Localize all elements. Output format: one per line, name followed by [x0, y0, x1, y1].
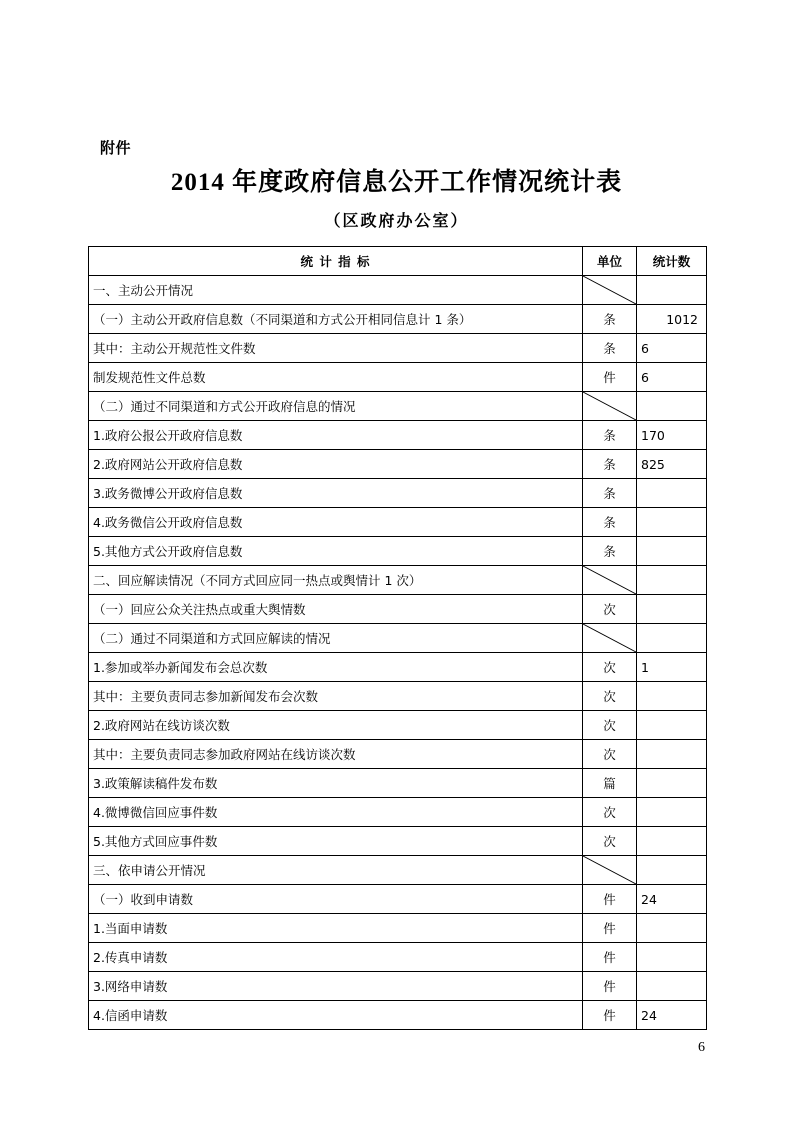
row-count-value: 6 [637, 334, 707, 363]
row-count-value [637, 943, 707, 972]
row-indicator-label: 1.政府公报公开政府信息数 [89, 421, 583, 450]
table-row [89, 1001, 707, 1030]
row-indicator-label: 1.参加或举办新闻发布会总次数 [89, 653, 583, 682]
page-number: 6 [698, 1040, 705, 1055]
row-count-value [637, 798, 707, 827]
row-indicator-label: 3.网络申请数 [89, 972, 583, 1001]
row-count-value [637, 769, 707, 798]
row-unit-value: 次 [583, 798, 637, 827]
row-indicator-label: 其中：主要负责同志参加新闻发布会次数 [89, 682, 583, 711]
row-count-value [637, 624, 707, 653]
table-row [89, 450, 707, 479]
row-indicator-label: （二）通过不同渠道和方式公开政府信息的情况 [89, 392, 583, 421]
row-indicator-label: 3.政策解读稿件发布数 [89, 769, 583, 798]
row-count-value: 1012 [637, 305, 707, 334]
table-row [89, 392, 707, 421]
column-header-count: 统计数 [637, 247, 707, 276]
row-indicator-label: 其中：主要负责同志参加政府网站在线访谈次数 [89, 740, 583, 769]
table-row [89, 740, 707, 769]
table-row [89, 972, 707, 1001]
row-count-value [637, 740, 707, 769]
row-count-value: 6 [637, 363, 707, 392]
row-unit-value: 条 [583, 334, 637, 363]
row-indicator-label: 制发规范性文件总数 [89, 363, 583, 392]
row-indicator-label: 2.传真申请数 [89, 943, 583, 972]
table-row [89, 682, 707, 711]
row-unit-value: 条 [583, 305, 637, 334]
row-indicator-label: 5.其他方式公开政府信息数 [89, 537, 583, 566]
row-count-value [637, 914, 707, 943]
row-count-value [637, 566, 707, 595]
row-count-value [637, 479, 707, 508]
row-unit-value: 次 [583, 827, 637, 856]
row-count-value: 24 [637, 885, 707, 914]
row-indicator-label: 5.其他方式回应事件数 [89, 827, 583, 856]
row-unit-slash [583, 392, 637, 421]
row-count-value [637, 508, 707, 537]
row-indicator-label: 4.微博微信回应事件数 [89, 798, 583, 827]
table-row [89, 711, 707, 740]
table-row [89, 276, 707, 305]
table-row [89, 566, 707, 595]
row-indicator-label: 3.政务微博公开政府信息数 [89, 479, 583, 508]
table-row [89, 914, 707, 943]
row-unit-value: 次 [583, 740, 637, 769]
row-count-value [637, 711, 707, 740]
row-indicator-label: 二、回应解读情况（不同方式回应同一热点或舆情计 1 次） [89, 566, 583, 595]
table-row [89, 537, 707, 566]
row-unit-value: 条 [583, 421, 637, 450]
row-count-value: 170 [637, 421, 707, 450]
row-unit-value: 次 [583, 595, 637, 624]
row-count-value [637, 392, 707, 421]
row-indicator-label: （一）回应公众关注热点或重大舆情数 [89, 595, 583, 624]
row-indicator-label: 一、主动公开情况 [89, 276, 583, 305]
row-count-value [637, 682, 707, 711]
row-unit-value: 件 [583, 972, 637, 1001]
row-unit-slash [583, 856, 637, 885]
table-row [89, 334, 707, 363]
row-count-value [637, 827, 707, 856]
row-count-value [637, 972, 707, 1001]
row-unit-value: 件 [583, 885, 637, 914]
row-count-value [637, 595, 707, 624]
row-unit-value: 条 [583, 537, 637, 566]
column-header-unit: 单位 [583, 247, 637, 276]
row-unit-value: 篇 [583, 769, 637, 798]
row-indicator-label: 2.政府网站在线访谈次数 [89, 711, 583, 740]
table-row [89, 363, 707, 392]
table-row [89, 421, 707, 450]
row-indicator-label: 三、依申请公开情况 [89, 856, 583, 885]
page-title: 2014 年度政府信息公开工作情况统计表 [170, 169, 623, 196]
row-unit-value: 次 [583, 682, 637, 711]
row-indicator-label: 1.当面申请数 [89, 914, 583, 943]
column-header-indicator: 统 计 指 标 [89, 247, 583, 276]
statistics-table-container [88, 246, 706, 1030]
row-count-value: 1 [637, 653, 707, 682]
statistics-table [88, 246, 707, 1030]
table-row [89, 827, 707, 856]
row-unit-value: 条 [583, 508, 637, 537]
table-row [89, 624, 707, 653]
row-indicator-label: 2.政府网站公开政府信息数 [89, 450, 583, 479]
row-indicator-label: （一）主动公开政府信息数（不同渠道和方式公开相同信息计 1 条） [89, 305, 583, 334]
row-unit-value: 次 [583, 711, 637, 740]
row-unit-value: 件 [583, 363, 637, 392]
table-row [89, 943, 707, 972]
row-indicator-label: （一）收到申请数 [89, 885, 583, 914]
row-count-value: 24 [637, 1001, 707, 1030]
row-count-value [637, 276, 707, 305]
row-unit-value: 次 [583, 653, 637, 682]
row-unit-slash [583, 276, 637, 305]
row-indicator-label: 其中：主动公开规范性文件数 [89, 334, 583, 363]
row-unit-value: 条 [583, 450, 637, 479]
table-row [89, 595, 707, 624]
row-count-value [637, 856, 707, 885]
row-unit-value: 件 [583, 943, 637, 972]
page-subtitle: （区政府办公室） [324, 211, 469, 230]
table-row [89, 653, 707, 682]
table-row [89, 798, 707, 827]
table-header-row [89, 247, 707, 276]
row-count-value: 825 [637, 450, 707, 479]
row-unit-value: 件 [583, 914, 637, 943]
table-row [89, 885, 707, 914]
row-unit-value: 条 [583, 479, 637, 508]
row-count-value [637, 537, 707, 566]
table-row [89, 856, 707, 885]
table-row [89, 508, 707, 537]
row-indicator-label: （二）通过不同渠道和方式回应解读的情况 [89, 624, 583, 653]
row-unit-slash [583, 624, 637, 653]
table-row [89, 769, 707, 798]
table-row [89, 479, 707, 508]
row-unit-slash [583, 566, 637, 595]
row-indicator-label: 4.信函申请数 [89, 1001, 583, 1030]
row-indicator-label: 4.政务微信公开政府信息数 [89, 508, 583, 537]
row-unit-value: 件 [583, 1001, 637, 1030]
attachment-label: 附件 [100, 139, 132, 157]
table-row [89, 305, 707, 334]
